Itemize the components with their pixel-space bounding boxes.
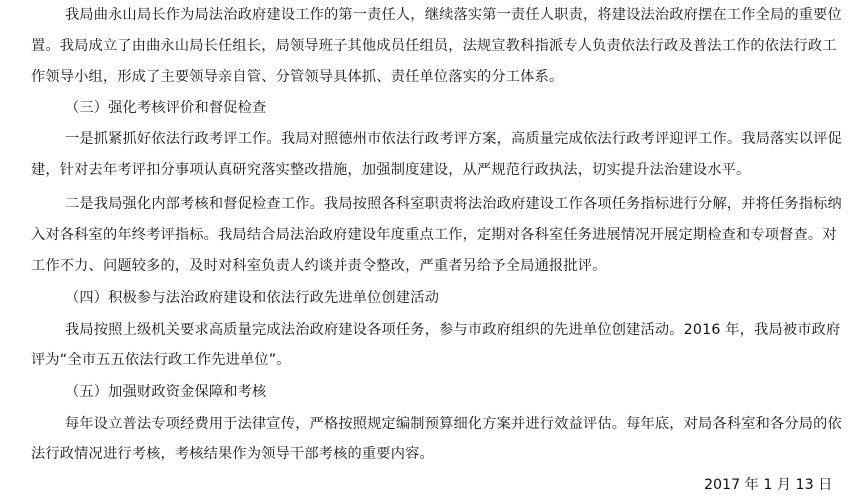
paragraph-1-line-2: 置。我局成立了由曲永山局长任组长，局领导班子其他成员任组员，法规宣教科指派专人负责依法行政及普法工作的依法行政工 <box>31 38 837 54</box>
paragraph-1-line-3: 作领导小组，形成了主要领导亲自管、分管领导具体抓、责任单位落实的分工体系。 <box>31 69 564 85</box>
section-heading-3: （三）强化考核评价和督促检查 <box>65 100 267 116</box>
document-date: 2017 年 1 月 13 日 <box>704 477 833 493</box>
paragraph-2-line-1: 一是抓紧抓好依法行政考评工作。我局对照德州市依法行政考评方案，高质量完成依法行政考评迎评工作。我局落实以评促 <box>65 131 842 147</box>
paragraph-3-line-2: 入对各科室的年终考评指标。我局结合局法治政府建设年度重点工作，定期对各科室任务进展情况开展定期检查和专项督查。对 <box>31 227 837 243</box>
paragraph-1-line-1: 我局曲永山局长作为局法治政府建设工作的第一责任人，继续落实第一责任人职责，将建设法治政府摆在工作全局的重要位 <box>65 7 842 23</box>
paragraph-2-line-2: 建，针对去年考评扣分事项认真研究落实整改措施，加强制度建设，从严规范行政执法，切实提升法治建设水平。 <box>31 162 751 178</box>
paragraph-4-line-2: 评为“全市五五依法行政工作先进单位”。 <box>31 352 291 368</box>
paragraph-3-line-1: 二是我局强化内部考核和督促检查工作。我局按照各科室职责将法治政府建设工作各项任务指标进行分解，并将任务指标纳 <box>65 196 842 212</box>
paragraph-5-line-2: 法行政情况进行考核，考核结果作为领导干部考核的重要内容。 <box>31 446 434 462</box>
section-heading-5: （五）加强财政资金保障和考核 <box>65 384 267 400</box>
paragraph-5-line-1: 每年设立普法专项经费用于法律宣传，严格按照规定编制预算细化方案并进行效益评估。每年底，对局各科室和各分局的依 <box>65 416 842 432</box>
paragraph-4-line-1: 我局按照上级机关要求高质量完成法治政府建设各项任务，参与市政府组织的先进单位创建活动。2016 年，我局被市政府 <box>65 322 841 338</box>
paragraph-3-line-3: 工作不力、问题较多的，及时对科室负责人约谈并责令整改，严重者另给予全局通报批评。 <box>31 258 607 274</box>
section-heading-4: （四）积极参与法治政府建设和依法行政先进单位创建活动 <box>65 290 440 306</box>
